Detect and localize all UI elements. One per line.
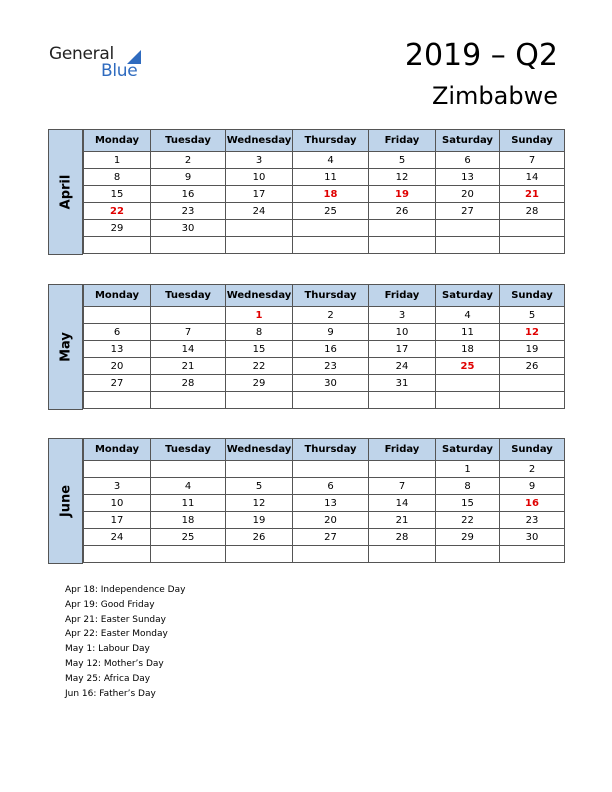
day-cell: 18 bbox=[293, 186, 369, 203]
weekday-header: Wednesday bbox=[226, 439, 293, 461]
week-row bbox=[84, 461, 565, 478]
week-row bbox=[84, 169, 565, 186]
day-cell: 12 bbox=[369, 169, 436, 186]
day-cell: 31 bbox=[369, 375, 436, 392]
day-cell: 9 bbox=[151, 169, 226, 186]
holiday-note: Apr 21: Easter Sunday bbox=[65, 614, 166, 625]
empty-cell bbox=[369, 546, 436, 563]
empty-cell bbox=[369, 220, 436, 237]
empty-cell bbox=[436, 237, 500, 254]
day-cell: 13 bbox=[293, 495, 369, 512]
day-cell: 10 bbox=[369, 324, 436, 341]
holiday-note: May 25: Africa Day bbox=[65, 673, 151, 684]
month-table bbox=[83, 284, 565, 409]
weekday-header-row bbox=[84, 285, 565, 307]
weekday-header: Monday bbox=[84, 439, 151, 461]
day-cell: 7 bbox=[500, 152, 565, 169]
day-cell: 13 bbox=[436, 169, 500, 186]
day-cell: 18 bbox=[151, 512, 226, 529]
page-title: 2019 – Q2 bbox=[404, 38, 558, 73]
empty-cell bbox=[151, 392, 226, 409]
day-cell: 22 bbox=[436, 512, 500, 529]
day-cell: 19 bbox=[500, 341, 565, 358]
week-row bbox=[84, 341, 565, 358]
month-block-june bbox=[48, 438, 564, 564]
empty-cell bbox=[293, 392, 369, 409]
empty-cell bbox=[436, 392, 500, 409]
day-cell: 6 bbox=[436, 152, 500, 169]
week-row bbox=[84, 307, 565, 324]
day-cell: 20 bbox=[436, 186, 500, 203]
day-cell: 4 bbox=[293, 152, 369, 169]
day-cell: 27 bbox=[293, 529, 369, 546]
week-row bbox=[84, 220, 565, 237]
holiday-notes bbox=[65, 583, 185, 701]
empty-cell bbox=[293, 546, 369, 563]
week-row bbox=[84, 512, 565, 529]
day-cell: 30 bbox=[151, 220, 226, 237]
day-cell: 22 bbox=[226, 358, 293, 375]
empty-cell bbox=[151, 237, 226, 254]
month-label bbox=[48, 129, 83, 255]
day-cell: 16 bbox=[500, 495, 565, 512]
week-row bbox=[84, 186, 565, 203]
country-name: Zimbabwe bbox=[431, 82, 558, 110]
day-cell: 30 bbox=[500, 529, 565, 546]
day-cell: 21 bbox=[369, 512, 436, 529]
weekday-header: Wednesday bbox=[226, 130, 293, 152]
empty-cell bbox=[226, 461, 293, 478]
day-cell: 20 bbox=[293, 512, 369, 529]
weekday-header: Thursday bbox=[293, 439, 369, 461]
empty-cell bbox=[293, 461, 369, 478]
weekday-header: Tuesday bbox=[151, 130, 226, 152]
day-cell: 21 bbox=[151, 358, 226, 375]
empty-cell bbox=[226, 237, 293, 254]
empty-cell bbox=[84, 392, 151, 409]
weekday-header: Monday bbox=[84, 130, 151, 152]
day-cell: 15 bbox=[436, 495, 500, 512]
empty-cell bbox=[369, 392, 436, 409]
day-cell: 14 bbox=[500, 169, 565, 186]
day-cell: 4 bbox=[151, 478, 226, 495]
weekday-header: Friday bbox=[369, 439, 436, 461]
weekday-header: Saturday bbox=[436, 130, 500, 152]
empty-cell bbox=[369, 237, 436, 254]
holiday-note: Apr 22: Easter Monday bbox=[65, 629, 168, 640]
day-cell: 24 bbox=[369, 358, 436, 375]
week-row bbox=[84, 478, 565, 495]
day-cell: 2 bbox=[151, 152, 226, 169]
day-cell: 20 bbox=[84, 358, 151, 375]
empty-cell bbox=[500, 375, 565, 392]
day-cell: 23 bbox=[293, 358, 369, 375]
month-table bbox=[83, 129, 565, 254]
weekday-header: Saturday bbox=[436, 439, 500, 461]
week-row bbox=[84, 546, 565, 563]
day-cell: 25 bbox=[151, 529, 226, 546]
empty-cell bbox=[84, 307, 151, 324]
day-cell: 29 bbox=[226, 375, 293, 392]
empty-cell bbox=[369, 461, 436, 478]
day-cell: 5 bbox=[369, 152, 436, 169]
day-cell: 7 bbox=[151, 324, 226, 341]
day-cell: 2 bbox=[293, 307, 369, 324]
day-cell: 8 bbox=[226, 324, 293, 341]
month-block-april bbox=[48, 129, 564, 255]
day-cell: 3 bbox=[369, 307, 436, 324]
day-cell: 27 bbox=[84, 375, 151, 392]
day-cell: 19 bbox=[226, 512, 293, 529]
day-cell: 2 bbox=[500, 461, 565, 478]
day-cell: 3 bbox=[226, 152, 293, 169]
week-row bbox=[84, 152, 565, 169]
week-row bbox=[84, 237, 565, 254]
day-cell: 11 bbox=[293, 169, 369, 186]
day-cell: 10 bbox=[84, 495, 151, 512]
weekday-header: Thursday bbox=[293, 285, 369, 307]
day-cell: 5 bbox=[500, 307, 565, 324]
weekday-header: Sunday bbox=[500, 439, 565, 461]
empty-cell bbox=[293, 220, 369, 237]
weekday-header: Saturday bbox=[436, 285, 500, 307]
week-row bbox=[84, 203, 565, 220]
day-cell: 19 bbox=[369, 186, 436, 203]
day-cell: 30 bbox=[293, 375, 369, 392]
weekday-header: Sunday bbox=[500, 130, 565, 152]
logo-general-text: General bbox=[49, 44, 114, 64]
week-row bbox=[84, 495, 565, 512]
day-cell: 1 bbox=[226, 307, 293, 324]
day-cell: 6 bbox=[84, 324, 151, 341]
holiday-note: Jun 16: Father’s Day bbox=[65, 688, 156, 699]
day-cell: 28 bbox=[151, 375, 226, 392]
weekday-header: Monday bbox=[84, 285, 151, 307]
empty-cell bbox=[151, 546, 226, 563]
day-cell: 8 bbox=[436, 478, 500, 495]
day-cell: 11 bbox=[436, 324, 500, 341]
day-cell: 26 bbox=[369, 203, 436, 220]
week-row bbox=[84, 358, 565, 375]
day-cell: 7 bbox=[369, 478, 436, 495]
month-name: May bbox=[58, 332, 73, 362]
month-block-may bbox=[48, 284, 564, 410]
day-cell: 27 bbox=[436, 203, 500, 220]
week-row bbox=[84, 375, 565, 392]
empty-cell bbox=[226, 392, 293, 409]
weekday-header: Sunday bbox=[500, 285, 565, 307]
day-cell: 12 bbox=[500, 324, 565, 341]
empty-cell bbox=[500, 392, 565, 409]
day-cell: 17 bbox=[226, 186, 293, 203]
weekday-header: Wednesday bbox=[226, 285, 293, 307]
day-cell: 15 bbox=[226, 341, 293, 358]
day-cell: 9 bbox=[500, 478, 565, 495]
weekday-header: Thursday bbox=[293, 130, 369, 152]
day-cell: 25 bbox=[436, 358, 500, 375]
empty-cell bbox=[84, 461, 151, 478]
day-cell: 5 bbox=[226, 478, 293, 495]
day-cell: 28 bbox=[500, 203, 565, 220]
day-cell: 17 bbox=[369, 341, 436, 358]
empty-cell bbox=[293, 237, 369, 254]
week-row bbox=[84, 529, 565, 546]
weekday-header: Friday bbox=[369, 130, 436, 152]
day-cell: 25 bbox=[293, 203, 369, 220]
empty-cell bbox=[226, 546, 293, 563]
weekday-header: Tuesday bbox=[151, 439, 226, 461]
empty-cell bbox=[436, 375, 500, 392]
holiday-note: May 12: Mother’s Day bbox=[65, 658, 164, 669]
logo bbox=[49, 44, 149, 84]
month-label bbox=[48, 284, 83, 410]
day-cell: 11 bbox=[151, 495, 226, 512]
month-table bbox=[83, 438, 565, 563]
empty-cell bbox=[500, 220, 565, 237]
day-cell: 16 bbox=[151, 186, 226, 203]
day-cell: 14 bbox=[151, 341, 226, 358]
day-cell: 18 bbox=[436, 341, 500, 358]
day-cell: 28 bbox=[369, 529, 436, 546]
empty-cell bbox=[436, 220, 500, 237]
day-cell: 26 bbox=[226, 529, 293, 546]
week-row bbox=[84, 324, 565, 341]
day-cell: 16 bbox=[293, 341, 369, 358]
day-cell: 24 bbox=[226, 203, 293, 220]
day-cell: 23 bbox=[151, 203, 226, 220]
empty-cell bbox=[84, 546, 151, 563]
empty-cell bbox=[500, 237, 565, 254]
day-cell: 21 bbox=[500, 186, 565, 203]
weekday-header-row bbox=[84, 130, 565, 152]
day-cell: 15 bbox=[84, 186, 151, 203]
holiday-note: Apr 18: Independence Day bbox=[65, 585, 186, 595]
day-cell: 6 bbox=[293, 478, 369, 495]
day-cell: 24 bbox=[84, 529, 151, 546]
day-cell: 22 bbox=[84, 203, 151, 220]
month-name: April bbox=[58, 174, 73, 210]
week-row bbox=[84, 392, 565, 409]
day-cell: 14 bbox=[369, 495, 436, 512]
day-cell: 13 bbox=[84, 341, 151, 358]
day-cell: 23 bbox=[500, 512, 565, 529]
day-cell: 8 bbox=[84, 169, 151, 186]
holiday-note: May 1: Labour Day bbox=[65, 644, 150, 655]
weekday-header-row bbox=[84, 439, 565, 461]
day-cell: 12 bbox=[226, 495, 293, 512]
day-cell: 3 bbox=[84, 478, 151, 495]
day-cell: 1 bbox=[84, 152, 151, 169]
day-cell: 10 bbox=[226, 169, 293, 186]
empty-cell bbox=[226, 220, 293, 237]
day-cell: 17 bbox=[84, 512, 151, 529]
month-label bbox=[48, 438, 83, 564]
logo-blue-text: Blue bbox=[101, 61, 138, 81]
empty-cell bbox=[84, 237, 151, 254]
month-name: June bbox=[58, 484, 73, 518]
holiday-note: Apr 19: Good Friday bbox=[65, 599, 155, 610]
day-cell: 29 bbox=[436, 529, 500, 546]
day-cell: 4 bbox=[436, 307, 500, 324]
day-cell: 26 bbox=[500, 358, 565, 375]
empty-cell bbox=[500, 546, 565, 563]
empty-cell bbox=[151, 461, 226, 478]
empty-cell bbox=[151, 307, 226, 324]
day-cell: 1 bbox=[436, 461, 500, 478]
day-cell: 29 bbox=[84, 220, 151, 237]
day-cell: 9 bbox=[293, 324, 369, 341]
empty-cell bbox=[436, 546, 500, 563]
weekday-header: Tuesday bbox=[151, 285, 226, 307]
weekday-header: Friday bbox=[369, 285, 436, 307]
